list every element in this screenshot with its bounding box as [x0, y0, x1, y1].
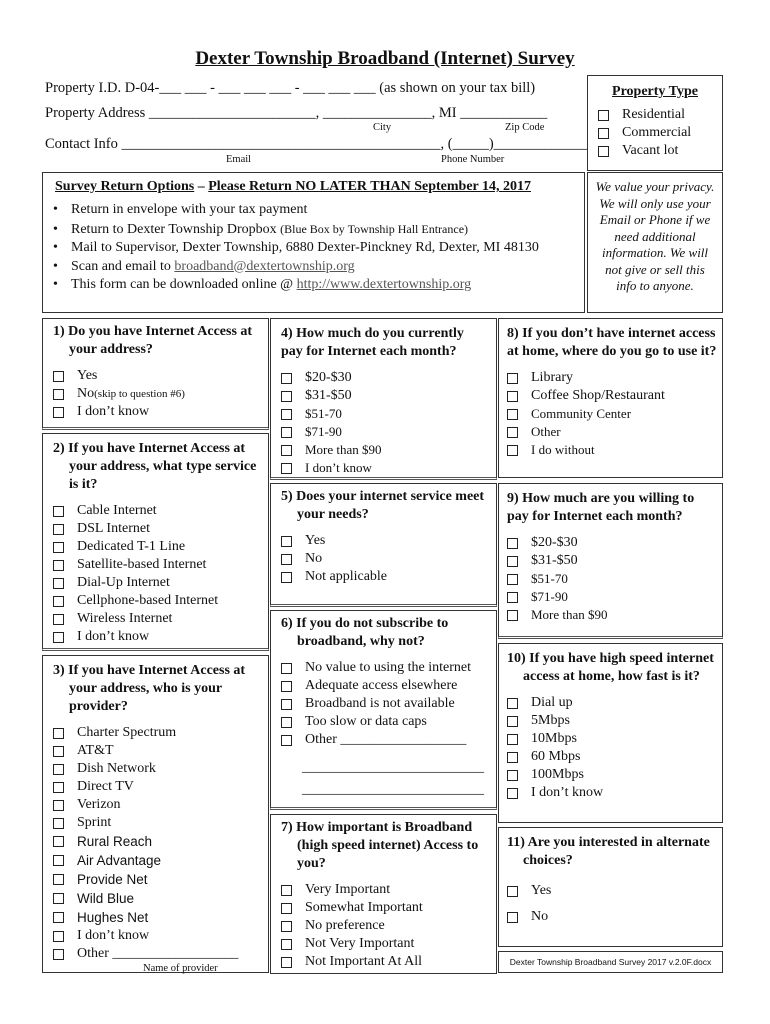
q4-option[interactable]	[281, 369, 496, 387]
q9-option[interactable]	[507, 552, 722, 570]
q2-option[interactable]	[53, 610, 268, 628]
return-options-title	[55, 179, 584, 195]
return-item: • Return in envelope with your tax payment	[49, 201, 584, 220]
option-label: Cellphone-based Internet	[77, 593, 219, 608]
question-text: 1) Do you have Internet Access at your address?	[53, 324, 253, 357]
return-item	[49, 276, 584, 295]
option-label: Library	[531, 370, 573, 385]
return-item	[49, 220, 584, 240]
checkbox[interactable]	[53, 560, 64, 571]
q3-option[interactable]	[53, 778, 268, 796]
q4-option[interactable]	[281, 405, 496, 423]
option-label: Residential	[622, 107, 685, 122]
q5-option[interactable]	[281, 550, 496, 568]
option-label: I don’t know	[305, 460, 372, 475]
checkbox[interactable]	[53, 855, 64, 866]
return-title-dash: –	[194, 179, 209, 194]
option-label: Yes	[77, 368, 98, 383]
q3-option[interactable]	[53, 742, 268, 760]
checkbox[interactable]	[281, 554, 292, 565]
checkbox[interactable]	[281, 921, 292, 932]
checkbox[interactable]	[53, 836, 64, 847]
question-text: 9) How much are you willing to pay for Internet each month?	[507, 491, 695, 524]
option-label: No value to using the internet	[305, 660, 472, 675]
q8-option[interactable]	[507, 369, 722, 387]
checkbox[interactable]	[53, 728, 64, 739]
q8-option[interactable]	[507, 387, 722, 405]
checkbox[interactable]	[507, 592, 518, 603]
checkbox[interactable]	[281, 409, 292, 420]
option-label: Vacant lot	[622, 143, 679, 158]
option-label: 60 Mbps	[531, 749, 581, 764]
provider-name-label: Name of provider	[143, 963, 218, 974]
option-label: Yes	[305, 533, 326, 548]
option-label: Community Center	[531, 406, 632, 421]
property-type-commercial[interactable]	[598, 124, 722, 142]
checkbox[interactable]	[507, 770, 518, 781]
return-item	[49, 258, 584, 277]
option-label: $71-90	[305, 424, 342, 439]
q2-option[interactable]	[53, 502, 268, 520]
checkbox[interactable]	[53, 931, 64, 942]
q6-option[interactable]	[281, 659, 496, 677]
option-label: $20-$30	[305, 370, 352, 385]
return-options-box	[42, 172, 585, 313]
option-label: AT&T	[77, 743, 114, 758]
question-2	[42, 433, 269, 651]
checkbox[interactable]	[53, 506, 64, 517]
q7-option[interactable]	[281, 953, 496, 971]
option-label: Provide Net	[77, 872, 148, 887]
privacy-note: We value your privacy. We will only use your Email or Phone if we need additional information. We will not give or sell this info to anyone.	[595, 179, 715, 293]
checkbox[interactable]	[53, 764, 64, 775]
question-9	[498, 483, 723, 639]
option-label: No	[77, 386, 95, 401]
question-text: 7) How important is Broadband (high speed internet) Access to you?	[281, 820, 479, 871]
option-label: Not Very Important	[305, 936, 415, 951]
q3-option[interactable]	[53, 870, 268, 889]
checkbox[interactable]	[53, 524, 64, 535]
q3-option[interactable]	[53, 760, 268, 778]
property-type-box	[587, 75, 723, 171]
q11-option-yes[interactable]	[507, 878, 722, 904]
option-label: Other __________________	[305, 732, 467, 747]
checkbox[interactable]	[281, 699, 292, 710]
checkbox[interactable]	[281, 957, 292, 968]
q8-option[interactable]	[507, 405, 722, 423]
checkbox[interactable]	[53, 371, 64, 382]
option-label: Direct TV	[77, 779, 134, 794]
checkbox[interactable]	[598, 110, 609, 121]
return-title-part2: Please Return NO LATER THAN September 14, 2017	[208, 179, 531, 194]
checkbox[interactable]	[53, 893, 64, 904]
option-label: Too slow or data caps	[305, 714, 427, 729]
q7-option[interactable]	[281, 881, 496, 899]
checkbox[interactable]	[281, 572, 292, 583]
option-label: I don’t know	[531, 785, 604, 800]
other-reason-blank[interactable]: __________________________	[302, 782, 484, 797]
q5-option[interactable]	[281, 532, 496, 550]
checkbox[interactable]	[281, 663, 292, 674]
contact-info-field[interactable]: Contact Info ____________________________________________, (_____)_____________	[45, 136, 588, 152]
q6-option[interactable]	[281, 677, 496, 695]
q3-option-other[interactable]	[53, 945, 268, 963]
checkbox[interactable]	[53, 578, 64, 589]
checkbox[interactable]	[53, 389, 64, 400]
q9-option[interactable]	[507, 606, 722, 624]
q7-option[interactable]	[281, 935, 496, 953]
q9-option[interactable]	[507, 570, 722, 588]
checkbox[interactable]	[507, 538, 518, 549]
question-3	[42, 655, 269, 973]
option-label: No preference	[305, 918, 385, 933]
return-item-text: This form can be downloaded online @	[71, 277, 297, 292]
option-label: Very Important	[305, 882, 391, 897]
checkbox[interactable]	[507, 912, 518, 923]
q10-option[interactable]	[507, 748, 722, 766]
option-label: Dish Network	[77, 761, 156, 776]
checkbox[interactable]	[281, 735, 292, 746]
question-5	[270, 483, 497, 607]
question-text: 4) How much do you currently pay for Internet each month?	[281, 326, 464, 359]
option-label: Hughes Net	[77, 910, 149, 925]
return-item-text: Return to Dexter Township Dropbox	[71, 221, 281, 237]
question-1	[42, 318, 269, 430]
option-label: Commercial	[622, 125, 692, 140]
option-label: I don’t know	[77, 928, 150, 943]
option-label: Air Advantage	[77, 853, 162, 868]
checkbox[interactable]	[507, 574, 518, 585]
checkbox[interactable]	[507, 373, 518, 384]
checkbox[interactable]	[281, 427, 292, 438]
q9-option[interactable]	[507, 534, 722, 552]
option-label: Verizon	[77, 797, 121, 812]
checkbox[interactable]	[281, 681, 292, 692]
return-title-part1: Survey Return Options	[55, 179, 195, 194]
checkbox[interactable]	[507, 610, 518, 621]
question-4	[270, 318, 497, 480]
q3-option[interactable]	[53, 832, 268, 851]
q11-option-no[interactable]	[507, 904, 722, 930]
option-label: Charter Spectrum	[77, 725, 177, 740]
option-label: $20-$30	[531, 535, 578, 550]
q3-option[interactable]	[53, 724, 268, 742]
q3-option[interactable]	[53, 851, 268, 870]
q6-option[interactable]	[281, 713, 496, 731]
checkbox[interactable]	[281, 391, 292, 402]
q3-option[interactable]	[53, 796, 268, 814]
property-address-field[interactable]: Property Address _______________________, _______________, MI ____________	[45, 105, 548, 121]
q2-option[interactable]	[53, 574, 268, 592]
q3-option[interactable]	[53, 927, 268, 945]
checkbox[interactable]	[53, 818, 64, 829]
city-label: City	[373, 122, 392, 133]
document-version: Dexter Township Broadband Survey 2017 v.2.0F.docx	[509, 957, 712, 967]
checkbox[interactable]	[53, 407, 64, 418]
option-label: No	[531, 909, 549, 924]
question-7	[270, 814, 497, 974]
checkbox[interactable]	[281, 885, 292, 896]
checkbox[interactable]	[53, 874, 64, 885]
checkbox[interactable]	[507, 445, 518, 456]
checkbox[interactable]	[507, 556, 518, 567]
q2-option[interactable]	[53, 592, 268, 610]
q4-option[interactable]	[281, 459, 496, 477]
checkbox[interactable]	[281, 536, 292, 547]
q1-option-idk[interactable]	[53, 403, 268, 421]
q7-option[interactable]	[281, 917, 496, 935]
checkbox[interactable]	[281, 463, 292, 474]
option-label: Wild Blue	[77, 891, 135, 906]
checkbox[interactable]	[507, 391, 518, 402]
option-label: Coffee Shop/Restaurant	[531, 388, 665, 403]
q2-option[interactable]	[53, 556, 268, 574]
checkbox[interactable]	[53, 782, 64, 793]
q3-option[interactable]	[53, 908, 268, 927]
option-label: 5Mbps	[531, 713, 570, 728]
checkbox[interactable]	[507, 698, 518, 709]
option-label: Satellite-based Internet	[77, 557, 207, 572]
q10-option[interactable]	[507, 784, 722, 802]
q10-option[interactable]	[507, 694, 722, 712]
question-6	[270, 610, 497, 810]
question-text: 10) If you have high speed internet access at home, how fast is it?	[507, 651, 714, 684]
checkbox[interactable]	[598, 128, 609, 139]
checkbox[interactable]	[507, 427, 518, 438]
checkbox[interactable]	[507, 716, 518, 727]
q5-option[interactable]	[281, 568, 496, 586]
question-11	[498, 827, 723, 947]
checkbox[interactable]	[53, 800, 64, 811]
option-label: Wireless Internet	[77, 611, 173, 626]
checkbox[interactable]	[281, 903, 292, 914]
question-text: 5) Does your internet service meet your needs?	[281, 489, 485, 522]
q10-option[interactable]	[507, 766, 722, 784]
option-label: Other __________________	[77, 946, 239, 961]
option-note: (skip to question #6)	[94, 388, 185, 400]
option-label: Adequate access elsewhere	[305, 678, 458, 693]
checkbox[interactable]	[53, 542, 64, 553]
q9-option[interactable]	[507, 588, 722, 606]
checkbox[interactable]	[507, 788, 518, 799]
phone-label: Phone Number	[441, 154, 505, 165]
return-item: • Mail to Supervisor, Dexter Township, 6880 Dexter-Pinckney Rd, Dexter, MI 48130	[49, 239, 584, 258]
q1-option-no[interactable]	[53, 385, 268, 403]
option-label: Dial up	[531, 695, 573, 710]
checkbox[interactable]	[53, 632, 64, 643]
q3-option[interactable]	[53, 814, 268, 832]
option-label: Rural Reach	[77, 834, 153, 849]
question-text: 3) If you have Internet Access at your address, who is your provider?	[53, 663, 246, 714]
question-text: 11) Are you interested in alternate choices?	[507, 835, 710, 868]
q4-option[interactable]	[281, 387, 496, 405]
q2-option[interactable]	[53, 538, 268, 556]
property-type-residential[interactable]	[598, 106, 722, 124]
q6-option-other[interactable]	[281, 731, 496, 749]
q8-option[interactable]	[507, 441, 722, 459]
question-text: 8) If you don’t have internet access at home, where do you go to use it?	[507, 326, 717, 359]
privacy-box	[587, 172, 723, 313]
option-label: $51-70	[531, 571, 568, 586]
checkbox[interactable]	[281, 445, 292, 456]
option-label: No	[305, 551, 323, 566]
return-item-note: (Blue Box by Township Hall Entrance)	[280, 221, 469, 236]
q4-option[interactable]	[281, 441, 496, 459]
q1-option-yes[interactable]	[53, 367, 268, 385]
q2-option[interactable]	[53, 520, 268, 538]
q8-option[interactable]	[507, 423, 722, 441]
option-label: Dial-Up Internet	[77, 575, 170, 590]
q7-option[interactable]	[281, 899, 496, 917]
checkbox[interactable]	[281, 939, 292, 950]
option-label: Sprint	[77, 815, 112, 830]
q4-option[interactable]	[281, 423, 496, 441]
other-reason-blank[interactable]: __________________________	[302, 760, 484, 775]
checkbox[interactable]	[507, 734, 518, 745]
option-label: Somewhat Important	[305, 900, 423, 915]
checkbox[interactable]	[53, 949, 64, 960]
option-label: I don’t know	[77, 629, 150, 644]
option-label: 100Mbps	[531, 767, 584, 782]
option-label: Dedicated T-1 Line	[77, 539, 186, 554]
checkbox[interactable]	[281, 717, 292, 728]
option-label: DSL Internet	[77, 521, 150, 536]
website-link[interactable]: http://www.dextertownship.org	[296, 277, 472, 292]
return-item-text: Scan and email to	[71, 258, 175, 274]
option-label: Other	[531, 424, 561, 439]
question-text: 6) If you do not subscribe to broadband, why not?	[281, 616, 449, 649]
option-label: More than $90	[305, 442, 382, 457]
option-label: $31-$50	[531, 553, 578, 568]
checkbox[interactable]	[53, 614, 64, 625]
footer-box	[498, 951, 723, 973]
q10-option[interactable]	[507, 730, 722, 748]
option-label: I do without	[531, 442, 595, 457]
option-label: $51-70	[305, 406, 342, 421]
option-label: Not Important At All	[305, 954, 423, 969]
checkbox[interactable]	[507, 752, 518, 763]
checkbox[interactable]	[53, 912, 64, 923]
property-type-title: Property Type	[612, 84, 698, 99]
option-label: I don’t know	[77, 404, 150, 419]
checkbox[interactable]	[598, 146, 609, 157]
email-link[interactable]: broadband@dextertownship.org	[174, 258, 355, 274]
property-type-vacant-lot[interactable]	[598, 142, 722, 160]
option-label: Broadband is not available	[305, 696, 455, 711]
option-label: More than $90	[531, 607, 608, 622]
q2-option[interactable]	[53, 628, 268, 646]
option-label: $71-90	[531, 589, 568, 604]
q6-option[interactable]	[281, 695, 496, 713]
option-label: Not applicable	[305, 569, 388, 584]
checkbox[interactable]	[507, 409, 518, 420]
checkbox[interactable]	[281, 373, 292, 384]
question-text: 2) If you have Internet Access at your address, what type service is it?	[53, 441, 257, 492]
checkbox[interactable]	[507, 886, 518, 897]
checkbox[interactable]	[53, 746, 64, 757]
question-10	[498, 643, 723, 823]
q10-option[interactable]	[507, 712, 722, 730]
question-8	[498, 318, 723, 478]
survey-title: Dexter Township Broadband (Internet) Survey	[195, 48, 575, 69]
option-label: $31-$50	[305, 388, 352, 403]
option-label: Cable Internet	[77, 503, 157, 518]
option-label: 10Mbps	[531, 731, 577, 746]
q3-option[interactable]	[53, 889, 268, 908]
property-id-field[interactable]: Property I.D. D-04-___ ___ - ___ ___ ___ - ___ ___ ___ (as shown on your tax bill)	[45, 80, 536, 96]
checkbox[interactable]	[53, 596, 64, 607]
option-label: Yes	[531, 883, 552, 898]
email-label: Email	[226, 154, 252, 165]
zip-label: Zip Code	[505, 122, 545, 133]
